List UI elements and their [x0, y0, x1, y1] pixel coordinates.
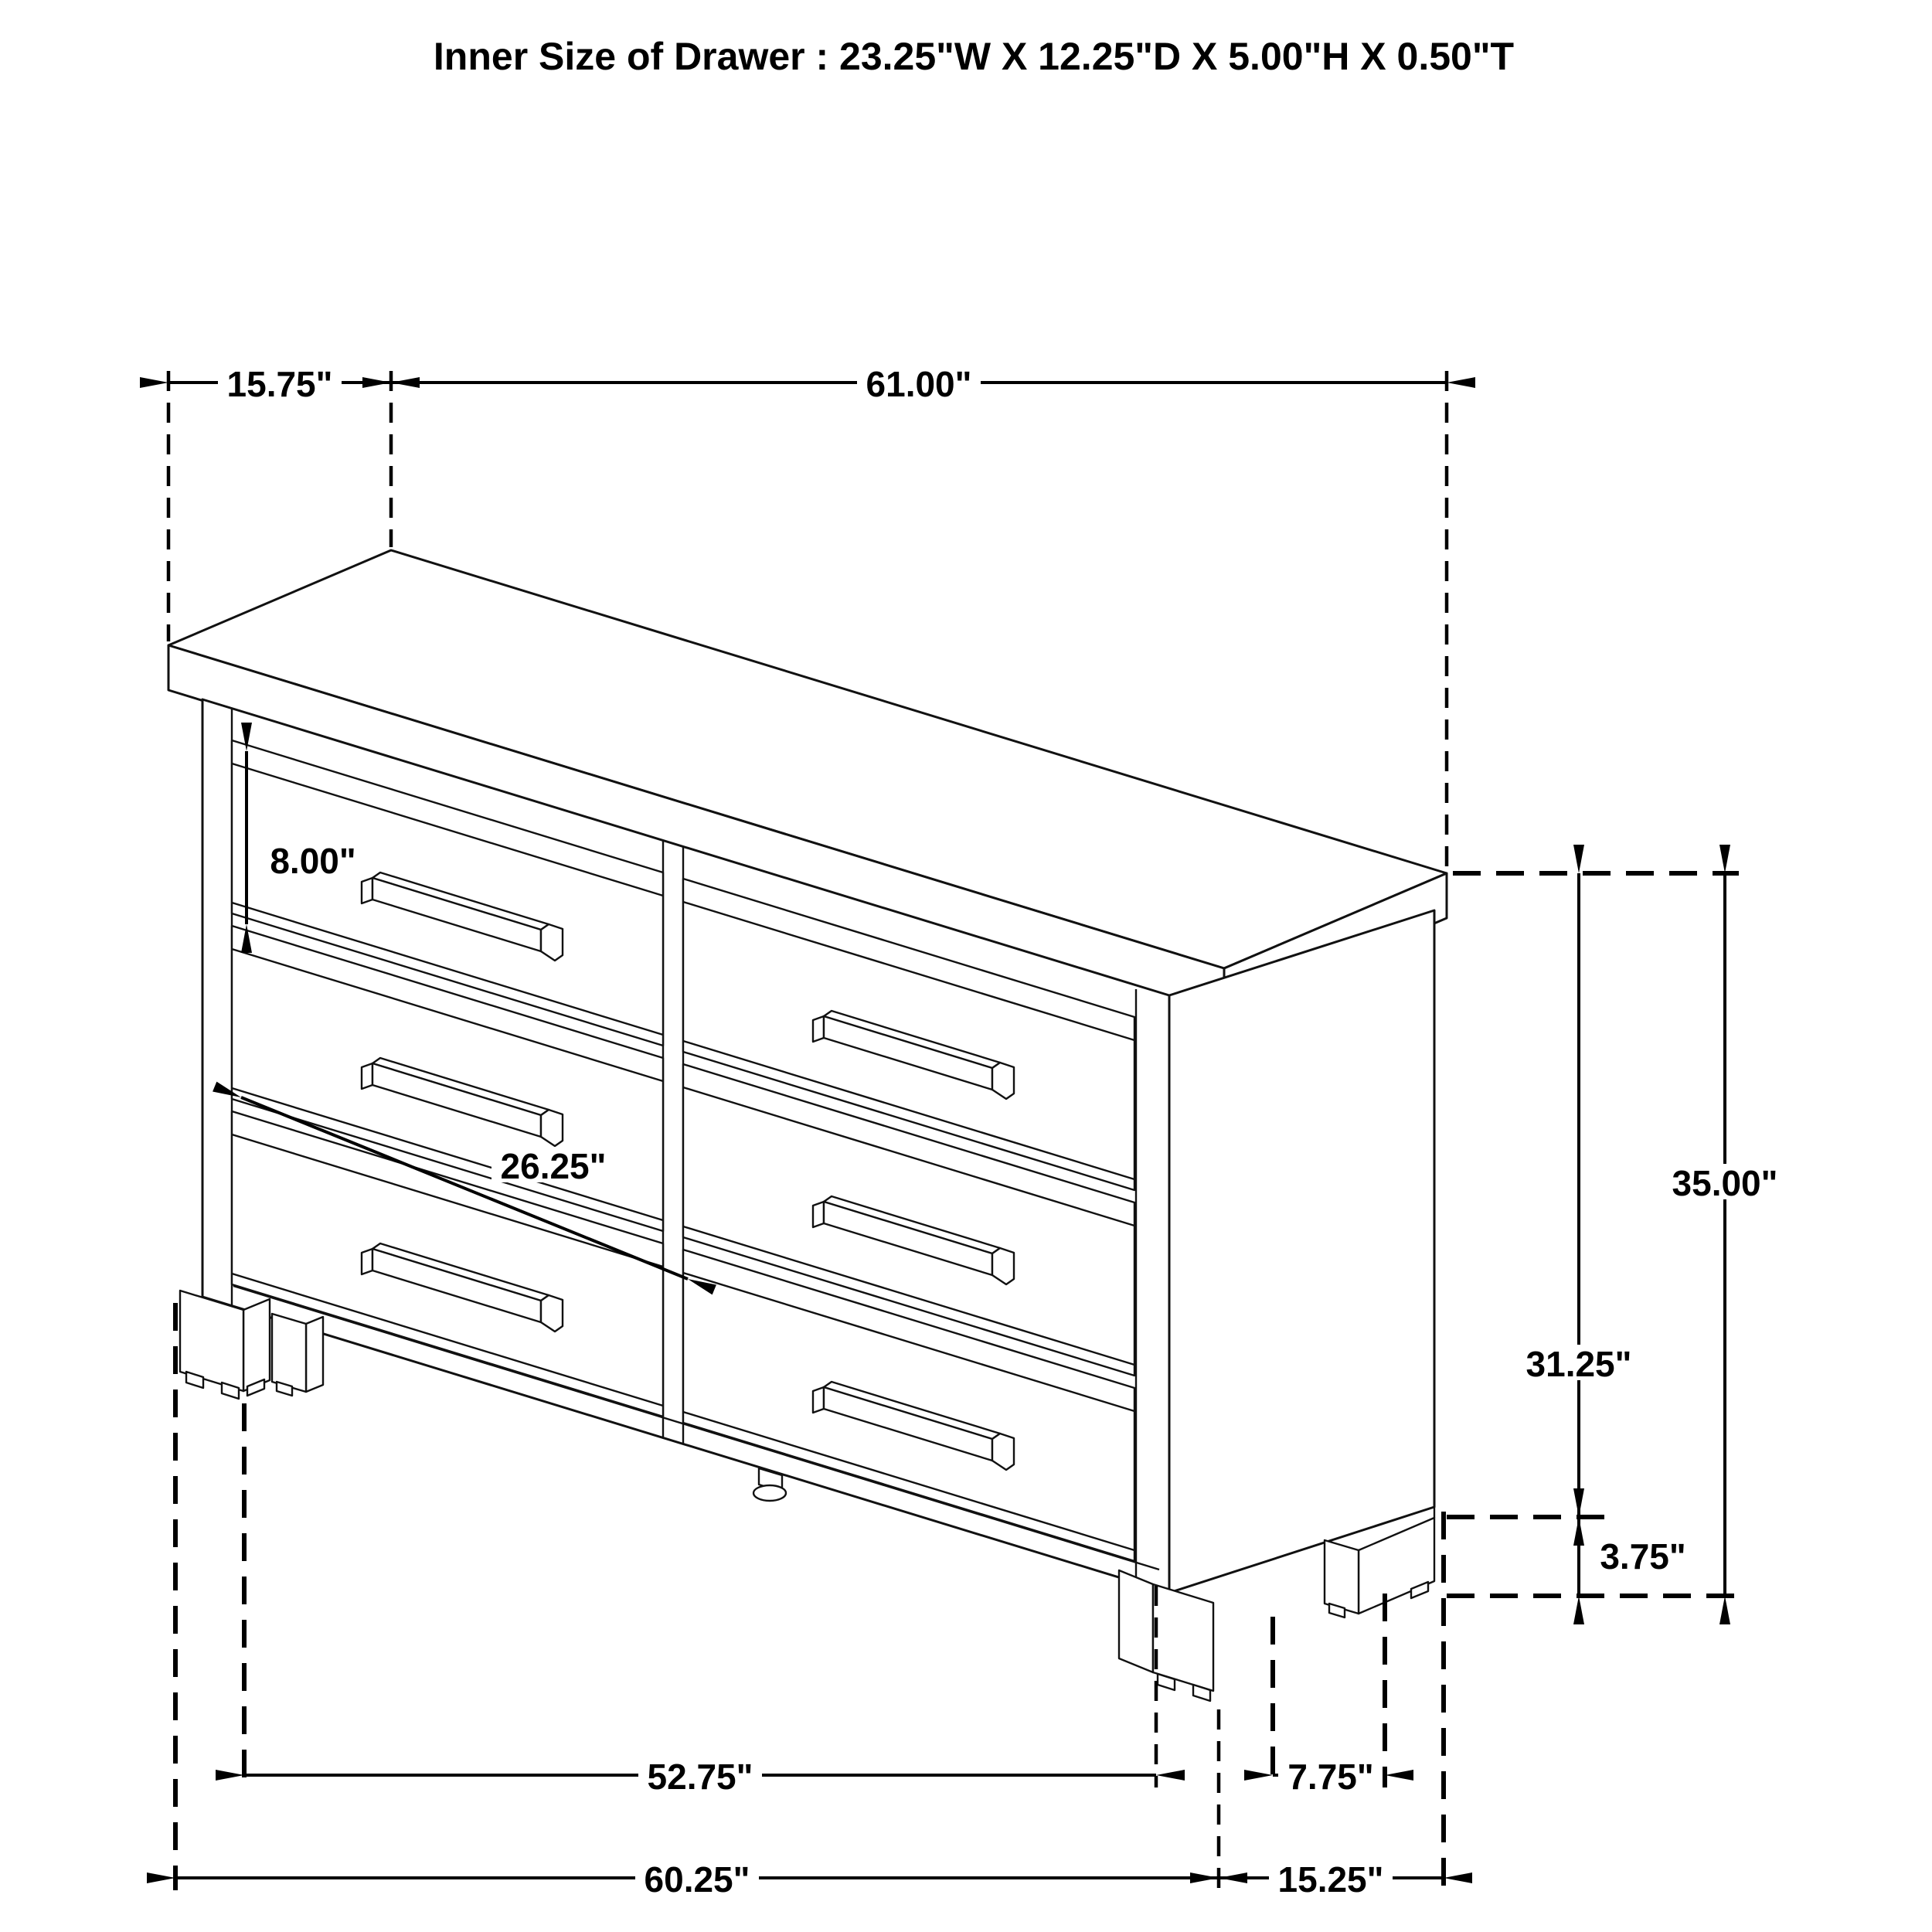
dim-case-height	[1517, 873, 1641, 1517]
dim-front-leg-span	[244, 1757, 1156, 1797]
front-right-leg	[1119, 1570, 1213, 1701]
dim-overall-height	[1663, 873, 1787, 1596]
dim-label-leg-height: 3.75"	[1600, 1536, 1686, 1577]
dim-side-leg-span	[1273, 1757, 1385, 1797]
back-left-leg	[272, 1314, 323, 1396]
dim-label-drawer-width: 26.25"	[500, 1146, 607, 1186]
dim-label-base-width: 60.25"	[644, 1859, 750, 1900]
dresser-drawing	[168, 550, 1447, 1701]
case-side-panel	[1169, 910, 1434, 1593]
front-left-leg	[180, 1291, 270, 1399]
dim-leg-height	[1579, 1517, 1695, 1596]
dim-label-front-leg-span: 52.75"	[647, 1757, 753, 1797]
dim-label-side-leg-span: 7.75"	[1287, 1757, 1374, 1797]
dim-base-width	[175, 1859, 1219, 1900]
dim-label-case-height: 31.25"	[1526, 1344, 1632, 1384]
dim-label-base-depth: 15.25"	[1277, 1859, 1384, 1900]
dim-label-top-depth: 15.75"	[226, 364, 333, 404]
dim-top-width	[391, 364, 1447, 404]
dim-base-depth	[1219, 1859, 1444, 1900]
page-title: Inner Size of Drawer : 23.25"W X 12.25"D X 5.00"H X 0.50"T	[433, 35, 1515, 78]
dim-label-drawer-height: 8.00"	[270, 841, 356, 881]
dim-label-overall-height: 35.00"	[1672, 1163, 1778, 1203]
dim-label-top-width: 61.00"	[866, 364, 972, 404]
dim-top-depth	[168, 364, 391, 404]
